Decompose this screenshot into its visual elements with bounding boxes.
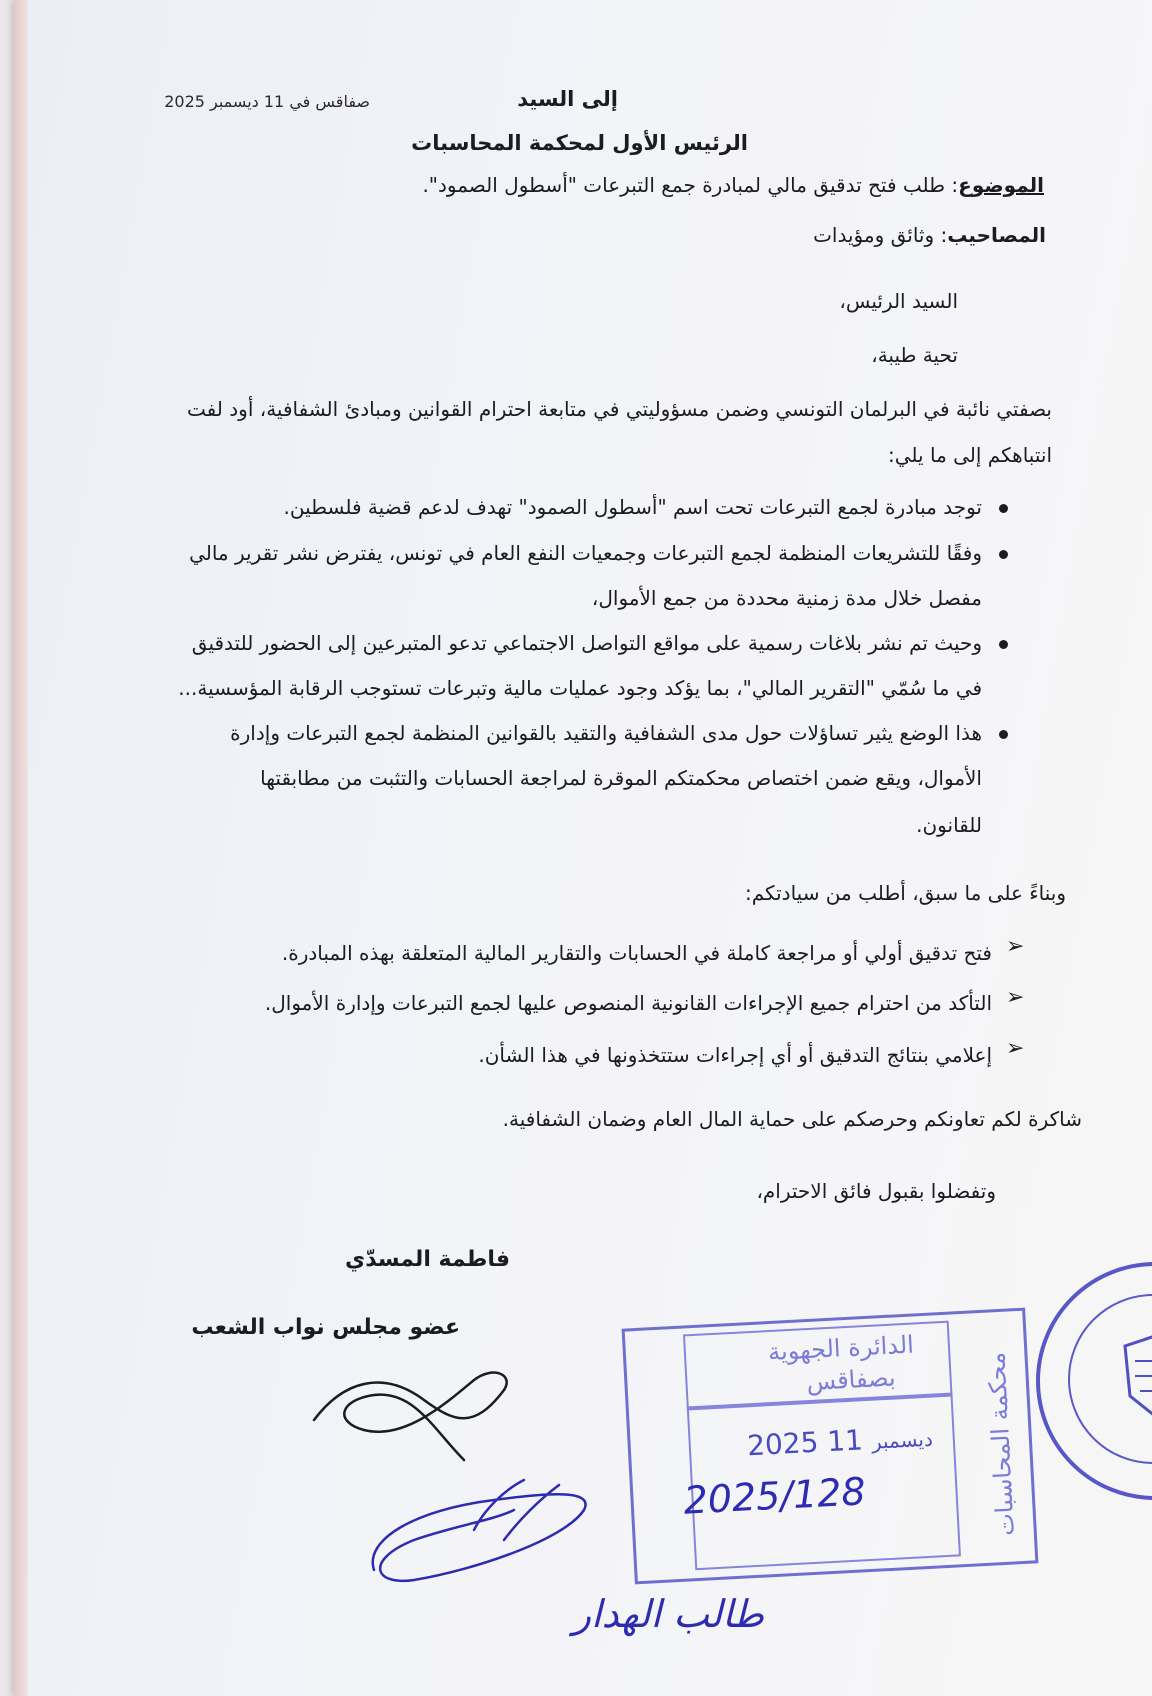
subject-label: الموضوع <box>958 173 1044 197</box>
bullet-4-line-3: للقانون. <box>916 813 982 837</box>
salutation-1: السيد الرئيس، <box>839 289 958 313</box>
request-3: إعلامي بنتائج التدقيق أو أي إجراءات ستتخذونها في هذا الشأن. <box>478 1043 992 1067</box>
pen-signature-drawing <box>354 1470 654 1600</box>
bullet-4-line-2: الأموال، ويقع ضمن اختصاص محكمتكم الموقرة لمراجعة الحسابات والتثبت من مطابقتها <box>260 766 982 790</box>
round-seal-stamp <box>1036 1262 1152 1500</box>
subject-text: : طلب فتح تدقيق مالي لمبادرة جمع التبرعات "أسطول الصمود". <box>422 173 959 197</box>
request-2: التأكد من احترام جميع الإجراءات القانونية المنصوص عليها لجمع التبرعات وإدارة الأموال. <box>264 991 992 1015</box>
attachments-line <box>813 222 1046 248</box>
bullet-2-line-2: مفصل خلال مدة زمنية محددة من جمع الأموال، <box>591 586 982 610</box>
bullet-3-line-2: في ما سُمّي "التقرير المالي"، بما يؤكد وجود عمليات مالية وتبرعات تستوجب الرقابة المؤسسية... <box>178 676 982 700</box>
round-seal-emblem <box>1040 1266 1152 1496</box>
place-date: صفاقس في 11 ديسمبر 2025 <box>164 92 370 111</box>
request-1: فتح تدقيق أولي أو مراجعة كاملة في الحسابات والتقارير المالية المتعلقة بهذه المبادرة. <box>281 941 992 965</box>
subject-line <box>422 172 1044 198</box>
salutation-2: تحية طيبة، <box>871 343 958 367</box>
stamp-registration-number: 2025/128 <box>682 1469 867 1523</box>
handwritten-note: طالب الهدار <box>572 1592 764 1636</box>
attachments-text: : وثائق ومؤيدات <box>813 223 948 247</box>
letter-page <box>14 0 1152 1696</box>
stamp-day: 11 <box>826 1423 864 1459</box>
bullet-3-line-1: وحيث تم نشر بلاغات رسمية على مواقع التواصل الاجتماعي تدعو المتبرعين إلى الحضور للتدقيق <box>191 631 982 655</box>
received-stamp <box>622 1308 1039 1585</box>
arrow-bullet-icon: ➢ <box>1006 934 1025 959</box>
stamp-office-line-1: الدائرة الجهوية <box>767 1330 915 1367</box>
paper-edge <box>14 0 28 1696</box>
bullet-2-line-1: وفقًا للتشريعات المنظمة لجمع التبرعات وجمعيات النفع العام في تونس، يفترض نشر تقرير مالي <box>189 541 982 565</box>
signer-title: عضو مجلس نواب الشعب <box>191 1315 460 1340</box>
recipient-prefix: إلى السيد <box>517 87 618 111</box>
signature-drawing <box>304 1360 524 1470</box>
intro-line-2: انتباهكم إلى ما يلي: <box>888 443 1052 467</box>
stamp-year: 2025 <box>746 1425 820 1463</box>
bullet-dot <box>999 730 1008 739</box>
closing-line: وتفضلوا بقبول فائق الاحترام، <box>756 1179 996 1203</box>
intro-line-1: بصفتي نائبة في البرلمان التونسي وضمن مسؤوليتي في متابعة احترام القوانين ومبادئ الشفافية، أود لفت <box>187 397 1052 421</box>
signer-name: فاطمة المسدّي <box>345 1247 510 1272</box>
stamp-court-vertical: محكمة المحاسبات <box>982 1351 1020 1537</box>
bullet-dot <box>999 550 1008 559</box>
recipient-title: الرئيس الأول لمحكمة المحاسبات <box>411 131 748 155</box>
stamp-month: ديسمبر <box>871 1426 934 1454</box>
attachments-label: المصاحيب <box>947 223 1046 247</box>
bullet-dot <box>999 504 1008 513</box>
thanks-line: شاكرة لكم تعاونكم وحرصكم على حماية المال العام وضمان الشفافية. <box>502 1107 1082 1131</box>
stamp-office-line-2: بصفاقس <box>805 1363 897 1397</box>
bullet-1-line-1: توجد مبادرة لجمع التبرعات تحت اسم "أسطول الصمود" تهدف لدعم قضية فلسطين. <box>283 495 982 519</box>
bullet-dot <box>999 640 1008 649</box>
request-intro: وبناءً على ما سبق، أطلب من سيادتكم: <box>745 881 1066 905</box>
arrow-bullet-icon: ➢ <box>1006 985 1025 1010</box>
bullet-4-line-1: هذا الوضع يثير تساؤلات حول مدى الشفافية والتقيد بالقوانين المنظمة لجمع التبرعات وإدارة <box>230 721 982 745</box>
arrow-bullet-icon: ➢ <box>1006 1036 1025 1061</box>
